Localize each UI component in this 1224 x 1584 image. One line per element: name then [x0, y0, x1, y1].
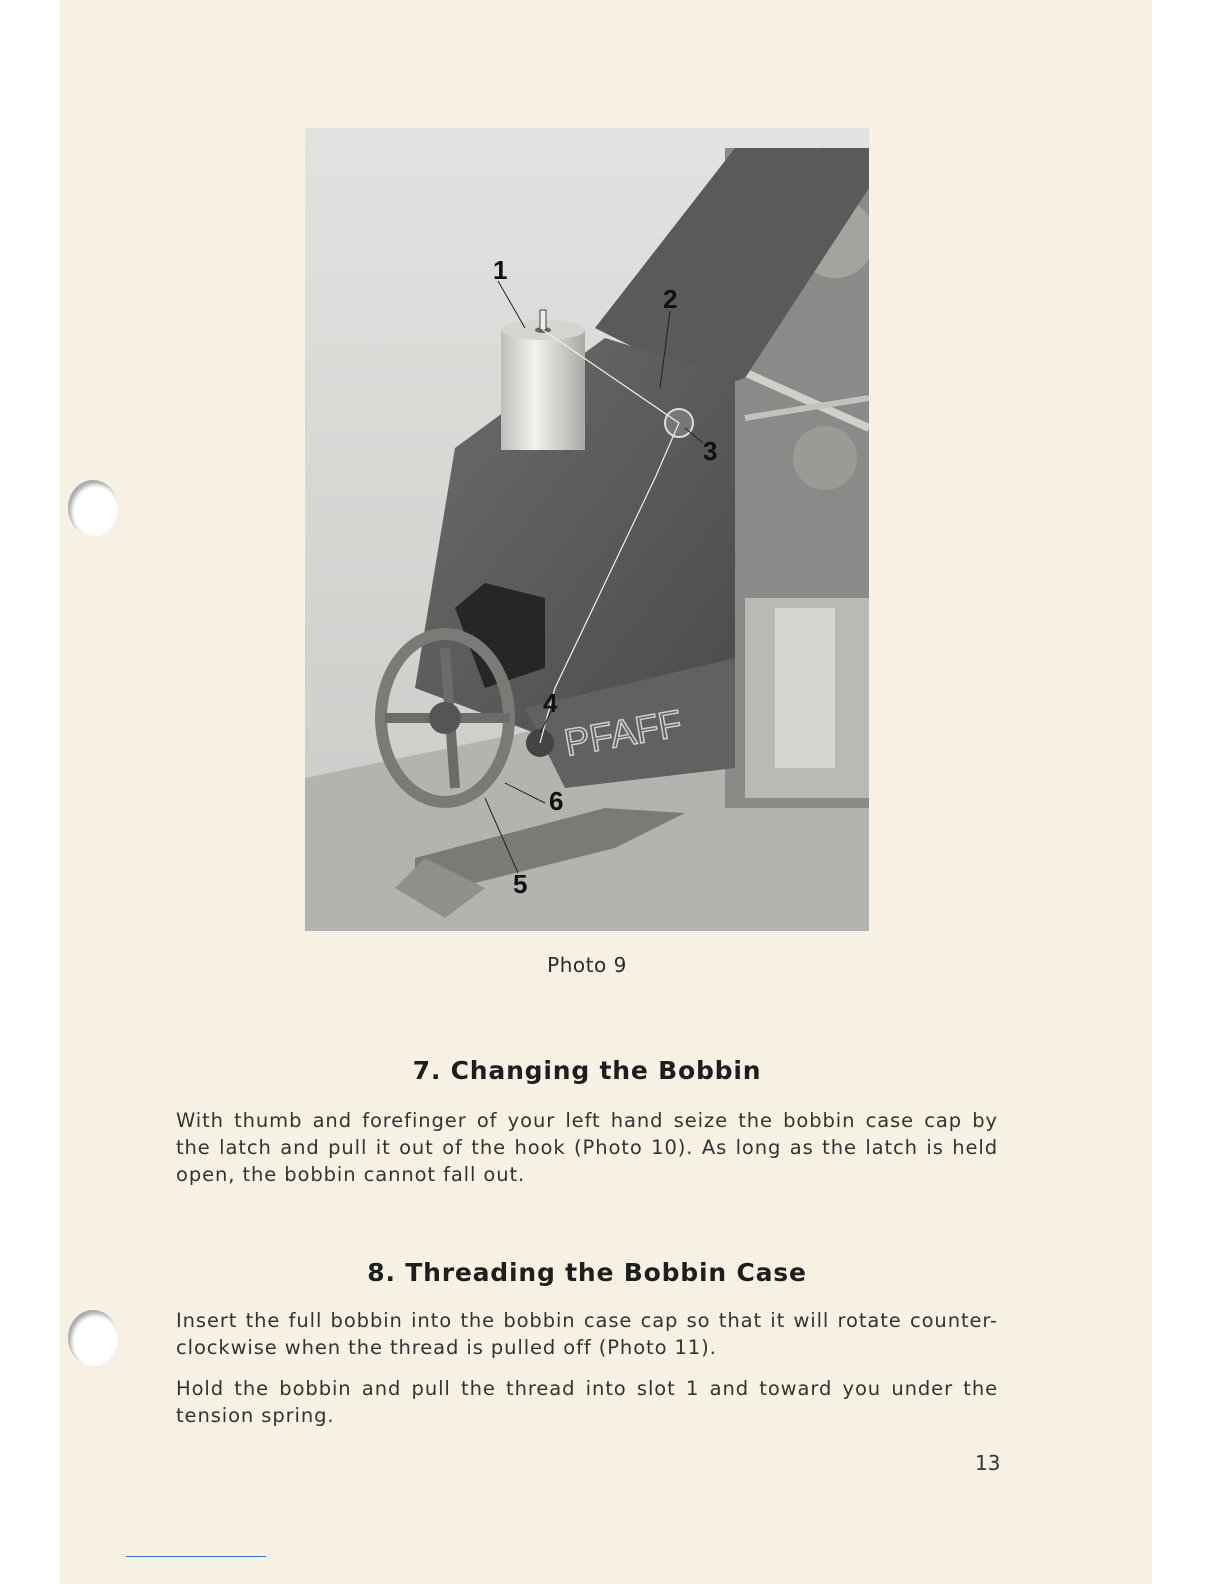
section-8-paragraph-1: Insert the full bobbin into the bobbin case cap so that it will rotate counter-clockwise when the thread is pulled off (Photo 11). — [176, 1309, 998, 1359]
photo-caption: Photo 9 — [547, 953, 627, 977]
punch-hole-top — [68, 480, 118, 536]
callout-3: 3 — [703, 436, 718, 466]
footer-rule — [126, 1556, 266, 1557]
section-8-heading: 8. Threading the Bobbin Case — [367, 1258, 807, 1287]
callout-2: 2 — [663, 284, 678, 314]
callout-1: 1 — [493, 255, 508, 285]
section-7-heading: 7. Changing the Bobbin — [412, 1056, 762, 1085]
section-7-paragraph: With thumb and forefinger of your left hand seize the bobbin case cap by the latch and pull it out of the hook (Photo 10). As long as the latch is held open, the bobbin cannot fall out. — [176, 1109, 998, 1186]
callout-5: 5 — [513, 869, 528, 899]
scan-margin-left — [0, 0, 60, 1584]
punch-hole-bottom — [68, 1310, 118, 1366]
brand-emblem: PFAFF — [561, 702, 686, 765]
scan-margin-right — [1152, 0, 1224, 1584]
callout-6: 6 — [549, 786, 564, 816]
photo-9-machine-illustration — [305, 128, 869, 931]
section-8-paragraph-2: Hold the bobbin and pull the thread into slot 1 and toward you under the tension spring. — [176, 1377, 998, 1427]
callout-4: 4 — [543, 688, 558, 718]
page-number: 13 — [975, 1451, 1001, 1475]
